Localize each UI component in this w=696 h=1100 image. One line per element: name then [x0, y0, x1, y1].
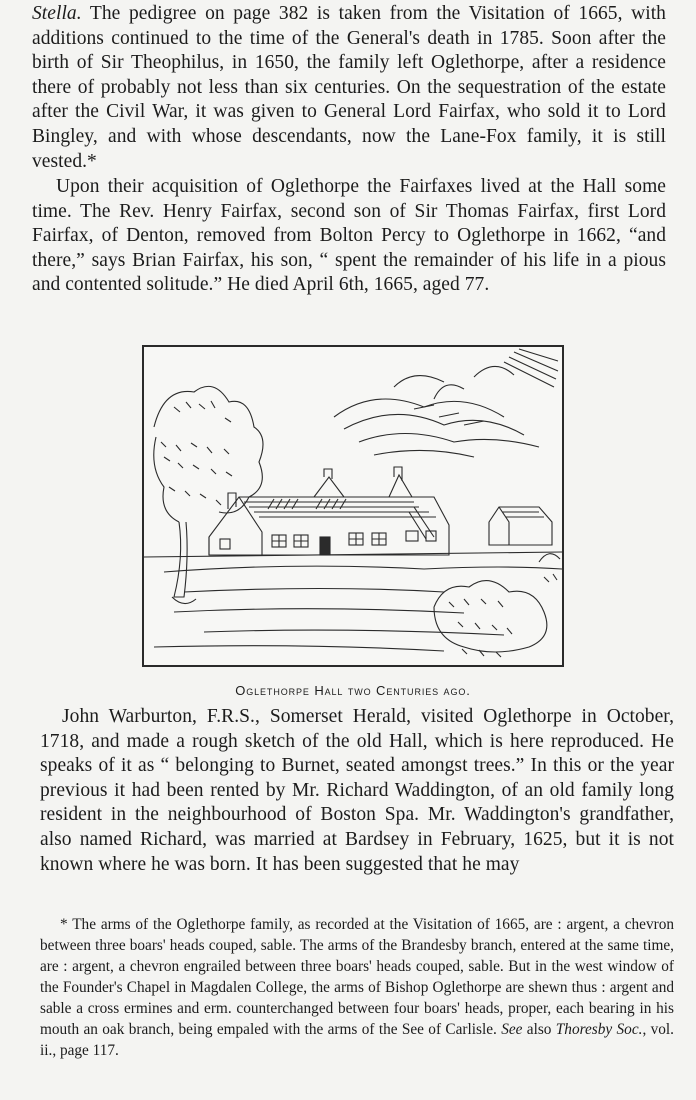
paragraph-warburton: John Warburton, F.R.S., Somerset Herald, visited Oglethorpe in October, 1718, and made a rough sketch of the old Hall, which is here reproduced. He speaks of it as “ belonging to Burnet, seated amongst trees.” In this or the year previous it had been rented by Mr. Richard Waddington, of an old family long resident in the neighbourhood of Boston Spa. Mr. Waddington's grandfather, also named Richard, was married at Bardsey in February, 1625, but it is not known where he was born. It has been suggested that he may — [40, 706, 674, 875]
hall-sketch — [144, 347, 562, 665]
footnote — [40, 914, 674, 1061]
paragraph-pedigree — [32, 2, 666, 174]
paragraph-lead-word: Stella. — [32, 3, 82, 24]
footnote-text: * The arms of the Oglethorpe family, as recorded at the Visitation of 1665, are : argent, a chevron between three boars' heads couped, sable. The arms of the Brandesby branch, entered at the same time, are : argent, a chevron engrailed between three boars' heads couped, sable. But in the west window of the Founder's Chapel in Magdalen College, the arms of Bishop Oglethorpe are shewn thus : argent and sable a cross ermines and erm. counterchanged between four boars' heads, proper, each bearing in his mouth an oak branch, being empaled with the arms of the See of Carlisle. — [40, 916, 674, 1038]
footnote-also: also — [522, 1021, 556, 1038]
hall-illustration — [142, 345, 564, 667]
figure-caption: Oglethorpe Hall two Centuries ago. — [235, 683, 471, 698]
footnote-see: See — [501, 1021, 523, 1038]
paragraph-fairfaxes: Upon their acquisition of Oglethorpe the Fairfaxes lived at the Hall some time. The Rev. Henry Fairfax, second son of Sir Thomas Fairfax, first Lord Fairfax, of Denton, removed from Bolton Percy to Oglethorpe in 1662, “and there,” says Brian Fairfax, his son, “ spent the remainder of his life in a pious and contented solitude.” He died April 6th, 1665, aged 77. — [32, 176, 666, 296]
footnote-reference: Thoresby Soc. — [555, 1021, 643, 1038]
footnote-tail: , vol. ii., page 117. — [40, 1021, 674, 1059]
paragraph-pedigree-text: The pedigree on page 382 is taken from the Visitation of 1665, with additions continued to the time of the General's death in 1785. Soon after the birth of Sir Theophilus, in 1650, the family left Oglethorpe, after a residence there of probably not less than six centuries. On the sequestration of the estate after the Civil War, it was given to General Lord Fairfax, who sold it to Lord Bingley, and with whose descendants, now the Lane-Fox family, it is still vested.* — [32, 3, 666, 172]
